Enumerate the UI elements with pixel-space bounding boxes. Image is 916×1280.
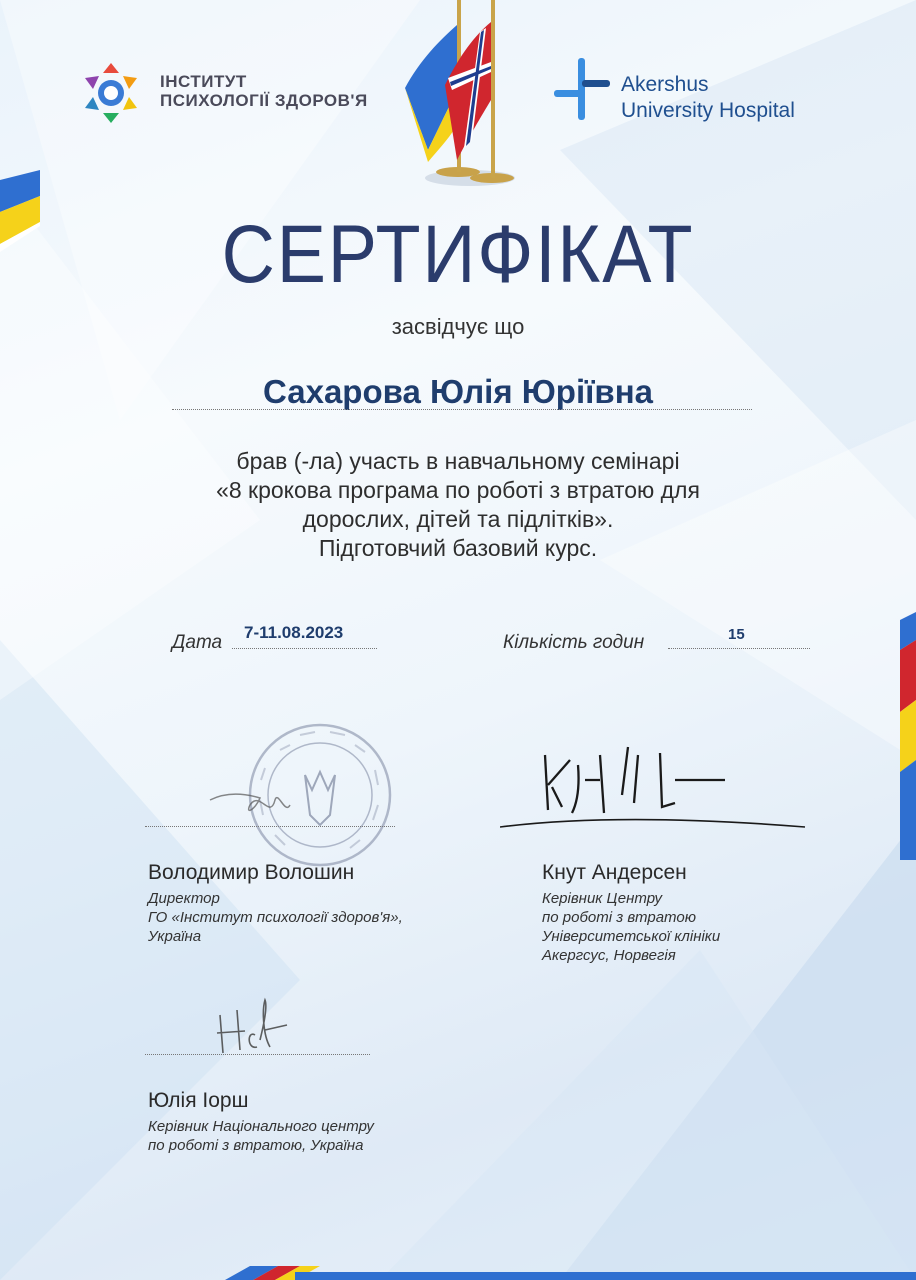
flags-icon [400,0,530,190]
hours-underline [668,648,810,649]
signature-andersen [500,735,810,835]
signature-line-3 [145,1054,370,1055]
akershus-logo-text: Akershus University Hospital [621,73,795,122]
name-underline [172,409,752,410]
date-underline [232,648,377,649]
signatory-voloshyn: Володимир Волошин Директор ГО «Інститут психології здоров'я», Україна [148,861,403,945]
certificate-body: брав (-ла) участь в навчальному семінарі «8 крокова програма по роботі з втратою для дорослих, дітей та підлітків». Підготовчий базовий курс. [216,448,700,561]
certificate-subtitle: засвідчує що [391,314,525,339]
date-value: 7-11.08.2023 [244,623,344,642]
recipient-name: Сахарова Юлія Юріївна [263,373,653,410]
signature-voloshyn [200,770,320,830]
signature-iorsh [205,995,295,1060]
certificate-title: СЕРТИФІКАТ [221,209,695,300]
date-label: Дата [172,632,223,653]
institute-logo-text: ІНСТИТУТ ПСИХОЛОГІЇ ЗДОРОВ'Я [160,72,368,110]
institute-logo-icon [78,60,144,126]
signatory-iorsh: Юлія Іорш Керівник Національного центру по роботі з втратою, Україна [148,1089,374,1154]
hours-label: Кількість годин [503,632,645,653]
signatory-name: Кнут Андерсен [542,861,687,884]
signatory-andersen: Кнут Андерсен Керівник Центру по роботі з втратою Університетської клініки Акергсус, Норвегія [542,861,721,964]
akershus-logo-icon [552,56,612,122]
hours-value: 15 [728,626,745,643]
signatory-name: Володимир Волошин [148,861,355,884]
signature-line-1 [145,826,395,827]
signatory-name: Юлія Іорш [148,1089,249,1112]
